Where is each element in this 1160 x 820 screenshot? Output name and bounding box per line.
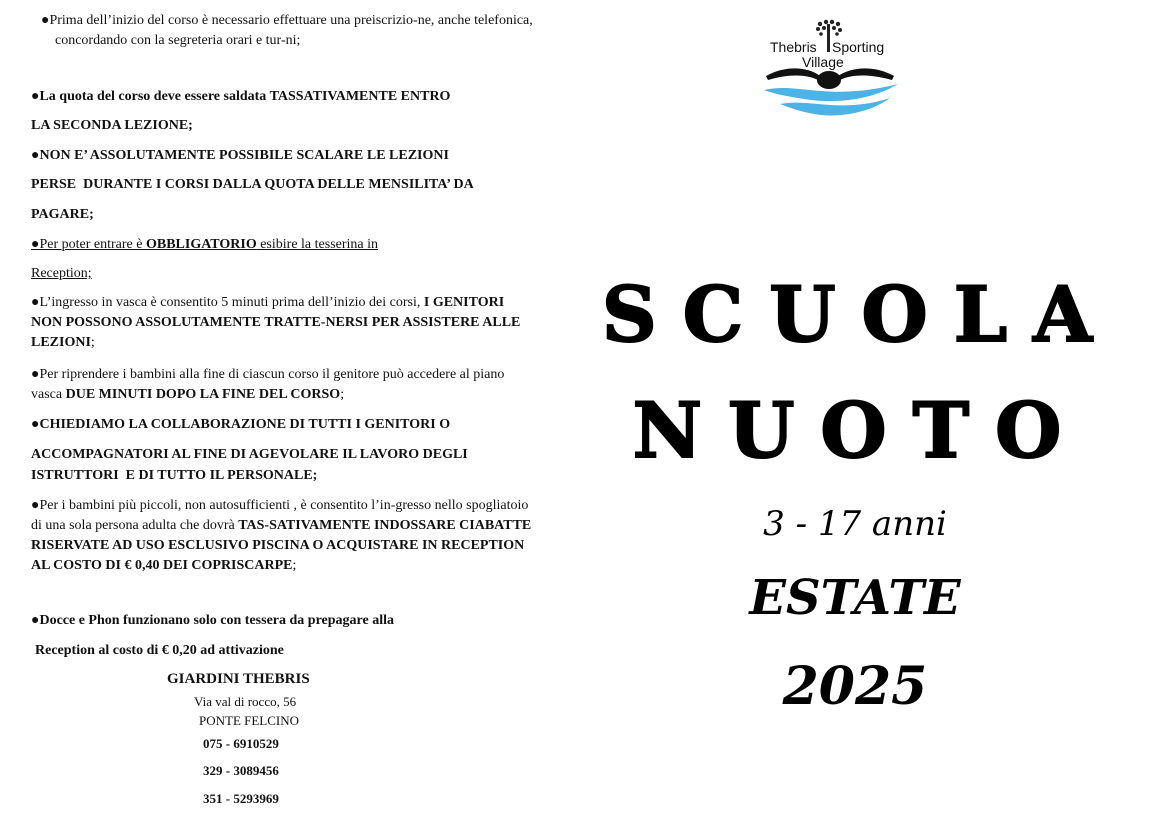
contact-phone-3: 351 - 5293969 [203, 791, 279, 806]
contact-phone-2: 329 - 3089456 [203, 763, 279, 778]
contact-city: PONTE FELCINO [199, 713, 300, 728]
ages-label: 3 - 17 anni [763, 504, 947, 544]
title-nuoto: NUOTO [632, 386, 1088, 475]
swimmer-logo-icon [758, 18, 903, 128]
rule-tesserina-cont: Reception; [31, 266, 92, 281]
bullet-icon: ● [31, 613, 40, 628]
rule-riprendere: ●Per riprendere i bambini alla fine di ciascun corso il genitore può accedere al piano vasca DUE MINUTI DOPO LA FINE DEL CORSO; [31, 367, 505, 402]
rule-lezioni-cont2: PAGARE; [31, 207, 94, 222]
title-scuola: SCUOLA [601, 270, 1119, 359]
bullet-icon: ● [31, 89, 40, 104]
bullet-icon: ● [31, 367, 40, 382]
bullet-icon: ● [41, 13, 50, 28]
bullet-icon: ● [31, 417, 40, 432]
logo-name-village: Village [802, 54, 844, 70]
rule-quota: ●La quota del corso deve essere saldata TASSATIVAMENTE ENTRO [31, 89, 451, 104]
rule-collaborazione: ●CHIEDIAMO LA COLLABORAZIONE DI TUTTI I GENITORI O [31, 417, 451, 432]
rule-collaborazione-cont2: ISTRUTTORI E DI TUTTO IL PERSONALE; [31, 468, 318, 483]
rule-docce: ●Docce e Phon funzionano solo con tessera da prepagare alla [31, 613, 394, 628]
rule-docce-cont: Reception al costo di € 0,20 ad attivazione [35, 643, 284, 658]
bullet-icon: ● [31, 148, 40, 163]
rule-lezioni: ●NON E’ ASSOLUTAMENTE POSSIBILE SCALARE LE LEZIONI [31, 148, 449, 163]
rule-preiscrizione: ●Prima dell’inizio del corso è necessario effettuare una preiscrizio-ne, anche telefonica, concordando con la segreteria orari e tur-ni; [41, 13, 533, 48]
contact-phone-1: 075 - 6910529 [203, 736, 279, 751]
season-label: ESTATE [749, 570, 961, 626]
year-label: 2025 [782, 656, 928, 717]
logo-name-sporting: Sporting [832, 39, 885, 55]
rule-ingresso: ●L’ingresso in vasca è consentito 5 minuti prima dell’inizio dei corsi, I GENITORI NON POSSONO ASSOLUTAMENTE TRATTE-NERSI PER ASSISTERE ALLE LEZIONI; [31, 295, 521, 350]
contact-name: GIARDINI THEBRIS [167, 671, 310, 687]
bullet-icon: ● [31, 295, 40, 310]
bullet-icon: ● [31, 498, 40, 513]
contact-address: Via val di rocco, 56 [194, 694, 297, 709]
rule-tesserina: ●Per poter entrare è OBBLIGATORIO esibire la tesserina in [31, 237, 379, 252]
rule-lezioni-cont1: PERSE DURANTE I CORSI DALLA QUOTA DELLE MENSILITA’ DA [31, 177, 474, 192]
logo-name-thebris: Thebris [770, 39, 817, 55]
rule-quota-cont: LA SECONDA LEZIONE; [31, 118, 193, 133]
rule-spogliatoio: ●Per i bambini più piccoli, non autosufficienti , è consentito l’in-gresso nello spogliatoio di una sola persona adulta che dovrà TAS-SATIVAMENTE INDOSSARE CIABATTE RISERVATE AD USO ESCLUSIVO PISCINA O ACQUISTARE IN RECEPTION AL COSTO DI € 0,40 DEI COPRISCARPE; [31, 498, 532, 573]
bullet-icon: ● [31, 237, 40, 252]
rule-collaborazione-cont1: ACCOMPAGNATORI AL FINE DI AGEVOLARE IL LAVORO DEGLI [31, 447, 468, 462]
thebris-logo [758, 18, 903, 128]
